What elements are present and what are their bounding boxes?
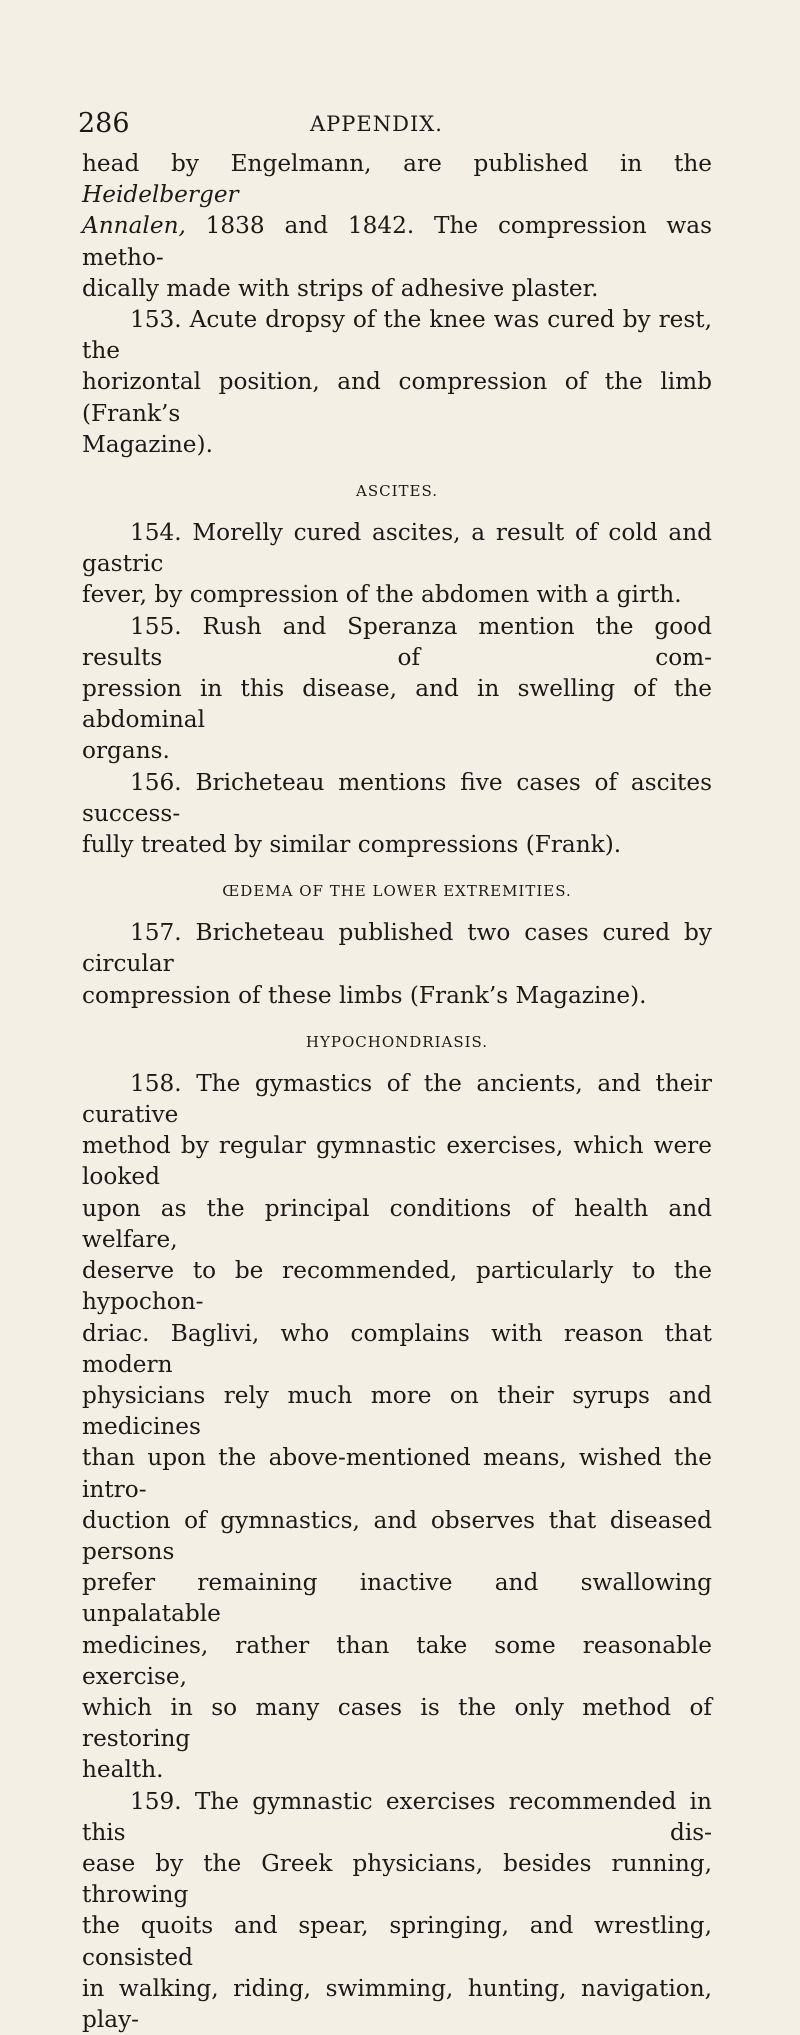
section-heading-hypochondriasis: HYPOCHONDRIASIS.: [305, 1032, 489, 1051]
section-heading-oedema: ŒDEMA OF THE LOWER EXTREMITIES.: [222, 882, 572, 901]
text-line: fully treated by similar compressions (Frank).: [82, 831, 622, 859]
text-line: 153. Acute dropsy of the knee was cured by rest, the: [82, 306, 712, 365]
paragraph-157: [82, 917, 712, 1011]
text-line: medicines, rather than take some reasonable exercise,: [82, 1631, 712, 1690]
paragraph-156: [82, 767, 712, 861]
text-line: Magazine).: [82, 430, 213, 458]
section-heading-ascites: ASCITES.: [356, 482, 438, 501]
page-header: [78, 108, 718, 142]
paragraph-continuation: [82, 148, 712, 304]
text-line: prefer remaining inactive and swallowing unpalatable: [82, 1569, 712, 1628]
text-line: than upon the above-mentioned means, wished the intro-: [82, 1444, 712, 1503]
text-line: which in so many cases is the only method of restoring: [82, 1693, 712, 1753]
text-line: [82, 148, 712, 210]
text-line: method by regular gymnastic exercises, which were looked: [82, 1132, 712, 1191]
paragraph-159: [82, 1786, 712, 2035]
paragraph-158: [82, 1068, 712, 1786]
text-line: 155. Rush and Speranza mention the good results of com-: [82, 612, 712, 671]
text-line: [82, 210, 712, 272]
text-line: ease by the Greek physicians, besides running, throwing: [82, 1849, 712, 1909]
paragraph-153: [82, 304, 712, 460]
text-line: 156. Bricheteau mentions five cases of ascites success-: [82, 768, 712, 827]
text-line: fever, by compression of the abdomen with a girth.: [82, 581, 682, 609]
page-body: [82, 148, 712, 2035]
text-span: 1838 and 1842. The compression was metho-: [82, 212, 712, 271]
paragraph-155: [82, 611, 712, 767]
journal-title-cont: Annalen,: [82, 212, 186, 240]
running-head: APPENDIX.: [310, 112, 443, 136]
text-line: 157. Bricheteau published two cases cured by circular: [82, 919, 712, 978]
text-line: horizontal position, and compression of the limb (Frank’s: [82, 368, 712, 427]
text-span: head by Engelmann, are published in the: [82, 150, 712, 177]
text-line: 154. Morelly cured ascites, a result of cold and gastric: [82, 519, 712, 578]
text-line: driac. Baglivi, who complains with reason that modern: [82, 1319, 712, 1378]
text-line: compression of these limbs (Frank’s Magazine).: [82, 981, 647, 1009]
text-line: upon as the principal conditions of health and welfare,: [82, 1194, 712, 1253]
text-line: health.: [82, 1756, 164, 1784]
text-line: dically made with strips of adhesive plaster.: [82, 274, 599, 302]
text-line: organs.: [82, 737, 170, 765]
text-line: physicians rely much more on their syrups and medicines: [82, 1381, 712, 1441]
text-line: pression in this disease, and in swelling of the abdominal: [82, 675, 712, 734]
text-line: duction of gymnastics, and observes that diseased persons: [82, 1506, 712, 1565]
journal-title: Heidelberger: [82, 181, 239, 209]
paragraph-154: [82, 517, 712, 611]
text-line: 159. The gymnastic exercises recommended in this dis-: [82, 1787, 712, 1846]
text-line: in walking, riding, swimming, hunting, navigation, play-: [82, 1974, 712, 2033]
text-line: 158. The gymastics of the ancients, and their curative: [82, 1069, 712, 1129]
text-line: the quoits and spear, springing, and wrestling, consisted: [82, 1912, 712, 1971]
text-line: deserve to be recommended, particularly to the hypochon-: [82, 1257, 712, 1316]
page-number: 286: [78, 108, 130, 139]
